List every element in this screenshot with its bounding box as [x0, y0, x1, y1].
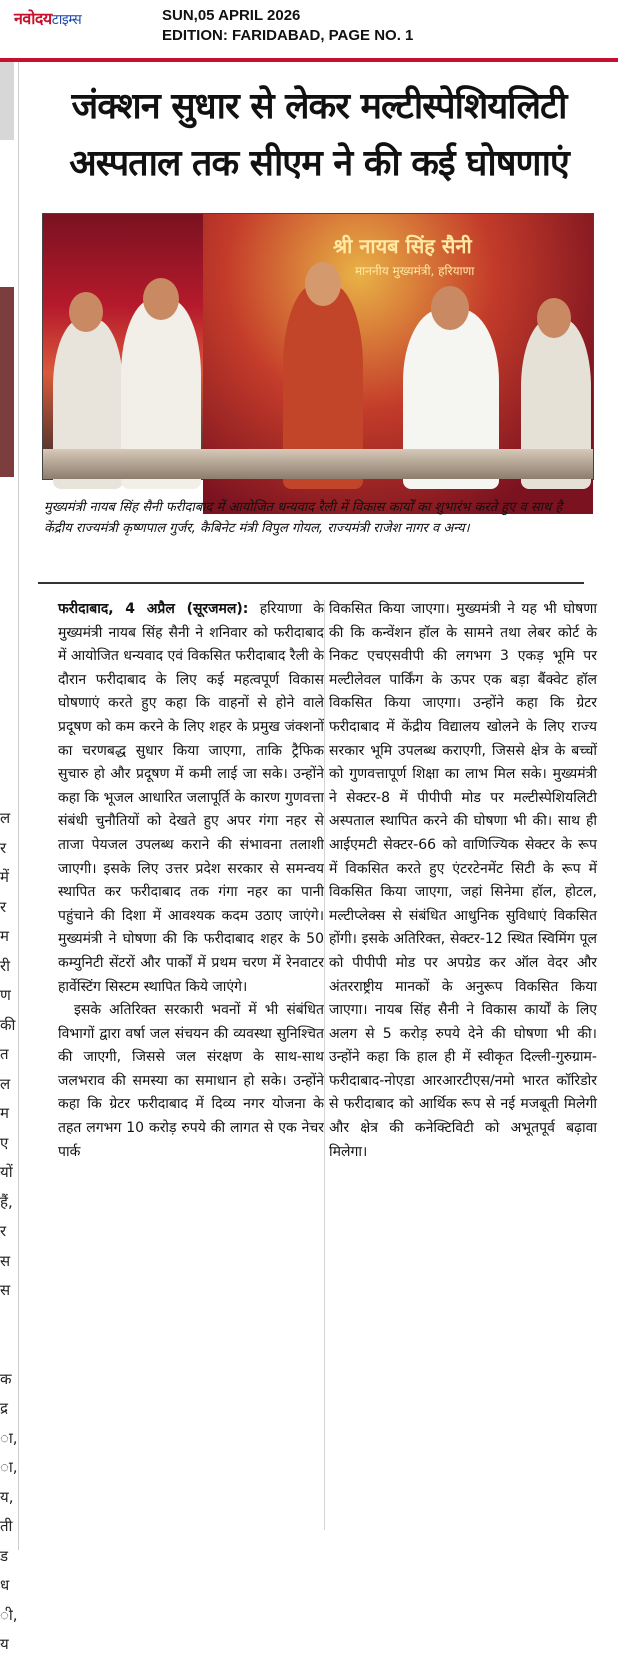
person-head	[431, 286, 469, 330]
article-para-1-text: हरियाणा के मुख्यमंत्री नायब सिंह सैनी ने शनिवार को फरीदाबाद में आयोजित धन्यवाद एवं विकसित फरीदाबाद रैली के दौरान फरीदाबाद के लिए कई महत्वपूर्ण विकास घोषणाएं करते हुए कहा कि वाहनों से होने वाले प्रदूषण को कम करने के लिए शहर के प्रमुख जंक्शनों का चरणबद्ध सुधार किया जाएगा, ताकि ट्रैफिक सुचारु हो और प्रदूषण में कमी लाई जा सके। उन्होंने कहा कि भूजल आधारित जलापूर्ति के कारण गुणवत्ता संबंधी चुनौतियों को देखते हुए अपर गंगा नहर से ताजा पेयजल उपलब्ध कराने की संभावना तलाशी जाएगी। इसके लिए उत्तर प्रदेश सरकार से समन्वय स्थापित कर फरीदाबाद तक गंगा नहर का पानी पहुंचाने की दिशा में आवश्यक कदम उठाए जाएंगे। मुख्यमंत्री ने घोषणा की कि फरीदाबाद शहर के 50 कम्युनिटी सेंटरों और पार्कों में प्रथम चरण में रेनवाटर हार्वेस्टिंग सिस्टम स्थापित किये जाएंगे।	[58, 601, 325, 995]
adjacent-glyph: य	[0, 1635, 9, 1653]
person-head	[305, 262, 341, 306]
edition-meta	[162, 6, 413, 46]
masthead	[0, 0, 618, 58]
masthead-rule	[0, 58, 618, 62]
adjacent-glyph: ा,	[0, 1428, 18, 1447]
issue-date: SUN,05 APRIL 2026	[162, 7, 301, 24]
caption-rule	[38, 582, 584, 584]
article-column-1	[58, 598, 324, 1164]
adjacent-glyph: ध	[0, 1576, 10, 1594]
adjacent-glyph: य,	[0, 1487, 14, 1506]
adjacent-glyph: की	[0, 1015, 16, 1034]
adjacent-image	[0, 287, 14, 477]
adjacent-glyph: ण	[0, 986, 11, 1004]
adjacent-glyph: र	[0, 897, 7, 916]
adjacent-glyph: ती	[0, 1517, 13, 1535]
headline-line-1: जंक्शन सुधार से लेकर मल्टीस्पेशियलिटी	[71, 86, 567, 127]
headline-line-2: अस्पताल तक सीएम ने की कई घोषणाएं	[69, 143, 569, 184]
photo-caption: मुख्यमंत्री नायब सिंह सैनी फरीदाबाद में आयोजित धन्यवाद रैली में विकास कार्यों का शुभारंभ करते हुए व साथ है केंद्रीय राज्यमंत्री कृष्णपाल गुर्जर, कैबिनेट मंत्री विपुल गोयल, राज्यमंत्री राजेश नागर व अन्य।	[44, 500, 563, 536]
adjacent-glyph: र	[0, 1222, 7, 1240]
logo-text-main: नवोदय	[14, 9, 52, 28]
person-head	[69, 292, 103, 332]
logo-text-sub: टाइम्स	[51, 12, 82, 28]
adjacent-glyph: द्र	[0, 1399, 8, 1417]
news-photo[interactable]	[42, 213, 594, 480]
article-para-3: विकसित किया जाएगा। मुख्यमंत्री ने यह भी घोषणा की कि कन्वेंशन हॉल के सामने तथा लेबर कोर्ट के निकट एचएसवीपी की लगभग 3 एकड़ भूमि पर मल्टीलेवल पार्किंग के ऊपर एक बड़ा बैंक्वेट हॉल विकसित किया जाएगा। उन्होंने कहा कि ग्रेटर फरीदाबाद में केंद्रीय विद्यालय खोलने के लिए राज्य सरकार भूमि उपलब्ध कराएगी, जिससे क्षेत्र के बच्चों को गुणवत्तापूर्ण शिक्षा का लाभ मिल सके। मुख्यमंत्री ने सेक्टर-8 में पीपीपी मोड पर मल्टीस्पेशियलिटी अस्पताल स्थापित करने की घोषणा भी की। साथ ही आईएमटी सेक्टर-66 को वाणिज्यिक सेक्टर के रूप में विकसित करते हुए एंटरटेनमेंट सिटी के रूप में विकसित किया जाएगा, जहां सिनेमा हॉल, होटल, मल्टीप्लेक्स से संबंधित आधुनिक सुविधाएं विकसित होंगी। इसके अतिरिक्त, सेक्टर-12 स्थित स्विमिंग पूल को पीपीपी मोड पर अपग्रेड कर ऑल वेदर और अंतरराष्ट्रीय मानकों के अनुरूप विकसित किया जाएगा। नायब सिंह सैनी ने विकास कार्यों के लिए अलग से 5 करोड़ रुपये देने की घोषणा भी की। उन्होंने कहा कि हाल ही में स्वीकृत दिल्ली-गुरुग्राम-फरीदाबाद-नोएडा आरआरटीएस/नमो भारत कॉरिडोर से फरीदाबाद को आर्थिक रूप से नई मजबूती मिलेगी और क्षेत्र की कनेक्टिविटी को अभूतपूर्व बढ़ावा मिलेगा।	[329, 601, 597, 1160]
adjacent-glyph	[0, 1306, 18, 1336]
article-para-1	[58, 598, 324, 999]
adjacent-glyph: स	[0, 1281, 11, 1299]
adjacent-glyph: स	[0, 1251, 11, 1270]
column-separator	[18, 62, 19, 1550]
adjacent-glyph: यों	[0, 1163, 13, 1181]
adjacent-glyph	[0, 1335, 18, 1365]
article-para-2: इसके अतिरिक्त सरकारी भवनों में भी संबंधित विभागों द्वारा वर्षा जल संचयन की व्यवस्था सुनिश्चित की जाएगी, जिससे जल संरक्षण के साथ-साथ जलभराव की समस्या का समाधान हो सके। उन्होंने कहा कि ग्रेटर फरीदाबाद में दिव्य नगर योजना के तहत लगभग 10 करोड़ रुपये की लागत से एक नेचर पार्क	[58, 1002, 324, 1160]
adjacent-glyph: ए	[0, 1133, 9, 1152]
adjacent-glyph: क	[0, 1369, 12, 1388]
person-head	[143, 278, 179, 320]
column-rule	[324, 600, 325, 1530]
adjacent-glyph: ा,	[0, 1458, 18, 1476]
edition-info: EDITION: FARIDABAD, PAGE NO. 1	[162, 27, 414, 44]
adjacent-glyph: हैं,	[0, 1192, 13, 1211]
adjacent-glyph: ल	[0, 809, 11, 827]
article-column-2	[329, 598, 597, 1164]
adjacent-glyph: ी,	[0, 1605, 18, 1624]
adjacent-glyph: म	[0, 927, 9, 945]
adjacent-glyph: त	[0, 1045, 9, 1063]
person-head	[537, 298, 571, 338]
adjacent-image	[0, 62, 14, 140]
backdrop-name-text: श्री नायब सिंह सैनी	[333, 234, 472, 258]
stage-floor	[43, 449, 593, 479]
adjacent-glyph: में	[0, 868, 9, 886]
adjacent-glyph: ल	[0, 1074, 11, 1093]
dateline: फरीदाबाद, 4 अप्रैल (सूरजमल):	[58, 601, 249, 617]
newspaper-logo[interactable]	[14, 6, 136, 32]
adjacent-glyph: म	[0, 1104, 9, 1122]
backdrop-title-text: माननीय मुख्यमंत्री, हरियाणा	[355, 264, 475, 278]
adjacent-glyph: ड	[0, 1546, 9, 1565]
adjacent-glyph: री	[0, 956, 11, 975]
headline	[22, 78, 616, 192]
adjacent-column-strip	[0, 62, 20, 1653]
adjacent-glyph: र	[0, 838, 7, 857]
adjacent-text	[0, 804, 18, 1660]
